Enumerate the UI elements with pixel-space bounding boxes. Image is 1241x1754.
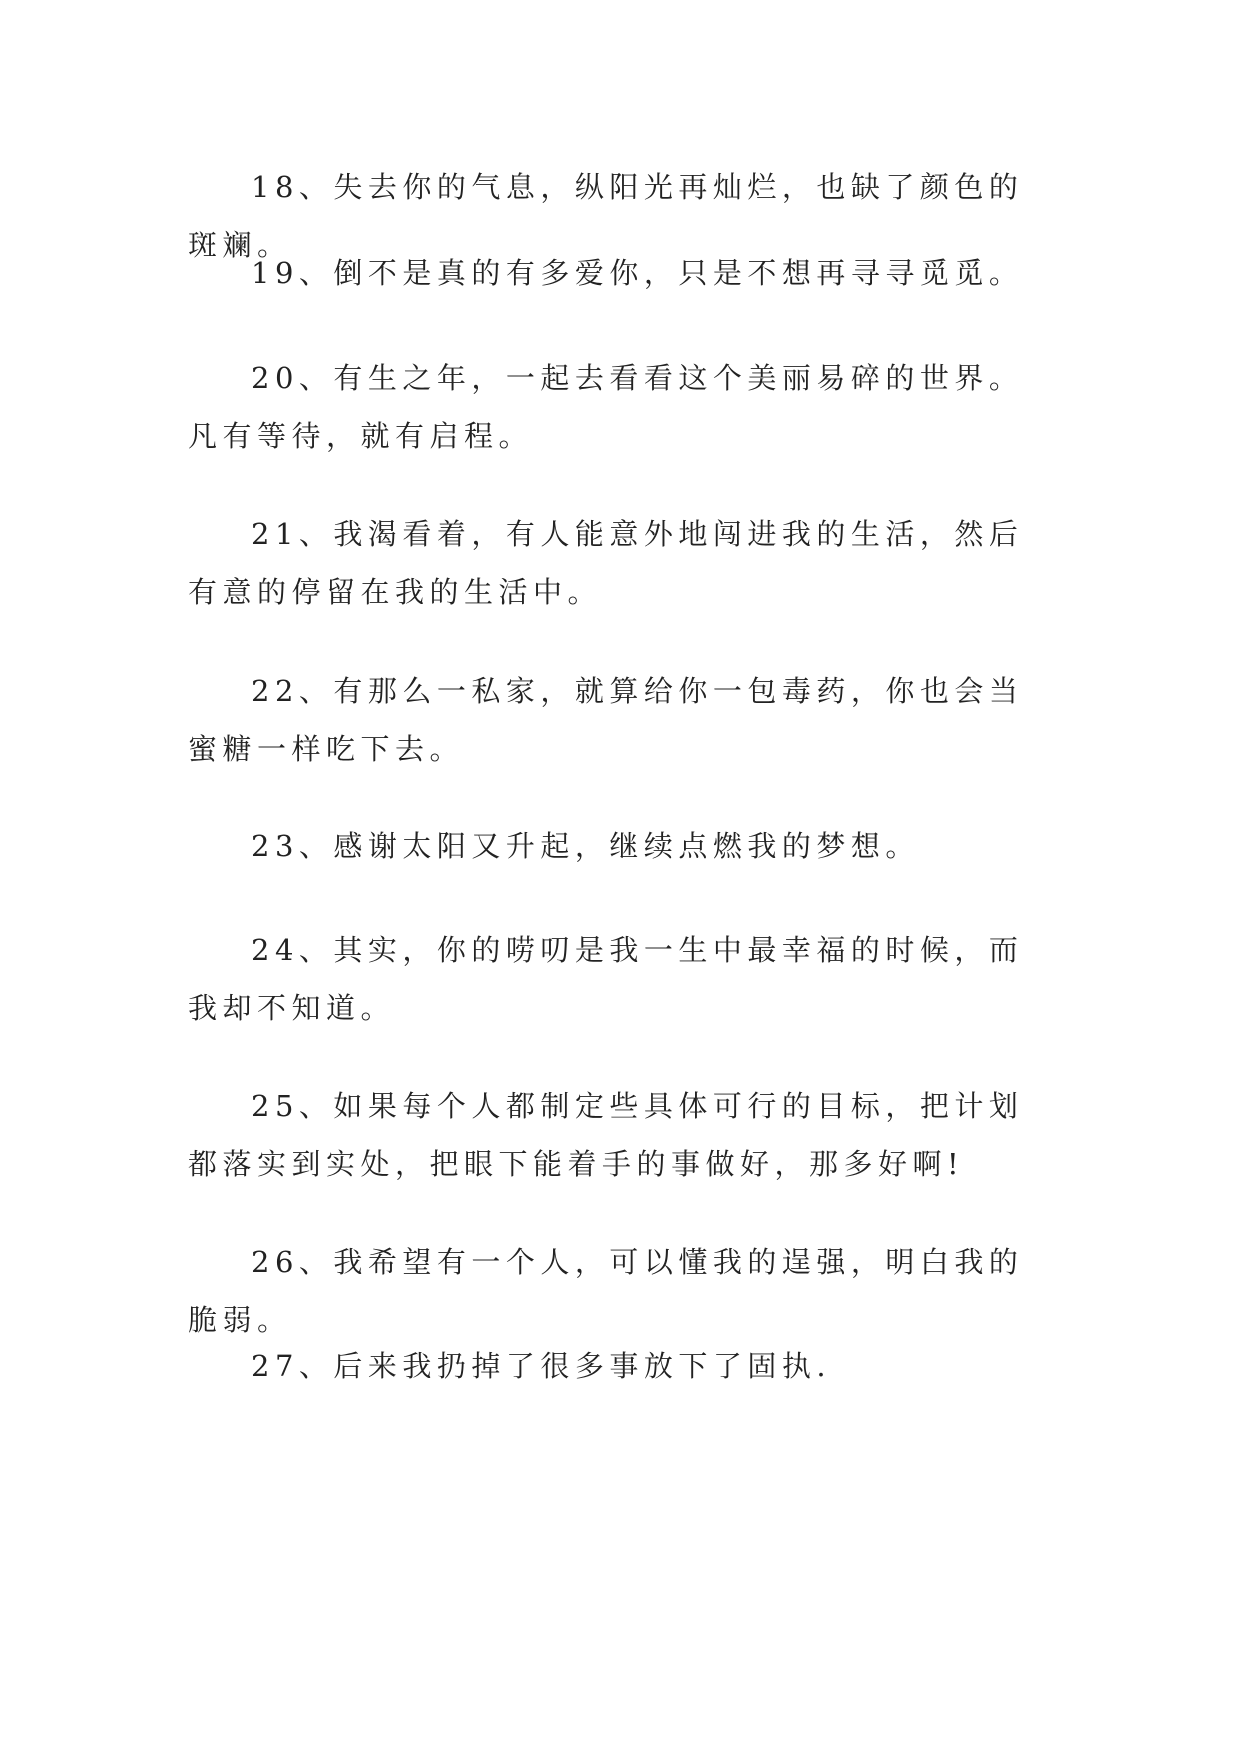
paragraph-21: 21、我渴看着，有人能意外地闯进我的生活，然后有意的停留在我的生活中。: [188, 517, 1024, 609]
paragraph-24: 24、其实，你的唠叨是我一生中最幸福的时候，而我却不知道。: [188, 933, 1024, 1025]
paragraph-22: 22、有那么一私家，就算给你一包毒药，你也会当蜜糖一样吃下去。: [188, 674, 1024, 766]
paragraph-19: 19、倒不是真的有多爱你，只是不想再寻寻觅觅。: [251, 256, 1024, 290]
paragraph-27: 27、后来我扔掉了很多事放下了固执.: [251, 1349, 832, 1383]
paragraph-20: 20、有生之年，一起去看看这个美丽易碎的世界。凡有等待，就有启程。: [188, 361, 1024, 453]
paragraph-18: 18、失去你的气息，纵阳光再灿烂，也缺了颜色的斑斓。: [188, 170, 1024, 262]
paragraph-26: 26、我希望有一个人，可以懂我的逞强，明白我的脆弱。: [188, 1245, 1024, 1337]
paragraph-25: 25、如果每个人都制定些具体可行的目标，把计划都落实到实处，把眼下能着手的事做好，那多好啊!: [188, 1089, 1024, 1181]
paragraph-23: 23、感谢太阳又升起，继续点燃我的梦想。: [251, 829, 920, 863]
